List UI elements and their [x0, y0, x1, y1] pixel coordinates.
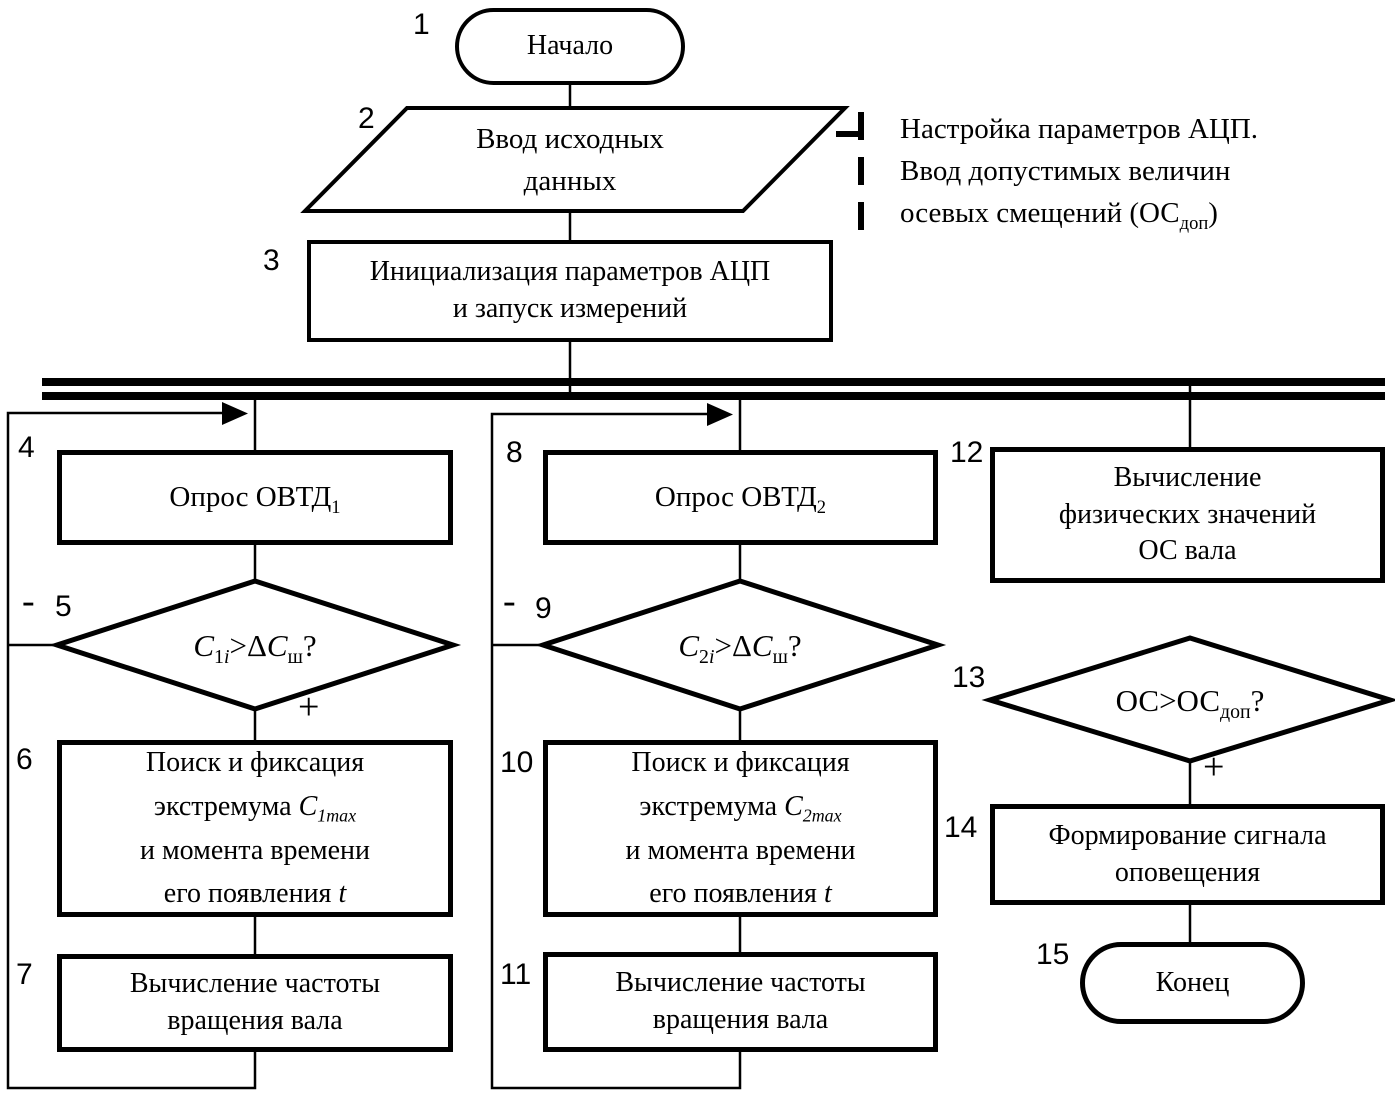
step-number-14: 14 [944, 811, 978, 844]
poll-ovtd2-label: Опрос $ОВТД_2$ [654, 481, 827, 519]
search2-line1: Поиск и фиксация [631, 747, 850, 779]
branch-plus-label-2: + [1203, 746, 1225, 788]
step-number-13: 13 [952, 661, 986, 694]
loop-arrowhead-middle-icon [707, 403, 733, 426]
process-box-init [307, 240, 833, 342]
start-label: Начало [526, 30, 614, 62]
branch-minus-label-1: - [22, 580, 35, 622]
fork-bar-bottom [42, 392, 1385, 400]
loop-arrowhead-left-icon [222, 402, 248, 425]
search2-line4: его появления t [649, 878, 832, 910]
freq2-line1: Вычисление частоты [615, 967, 866, 999]
decision-5-label: $C_{1i}>\Delta C_ш$? [193, 628, 317, 669]
step-number-12: 12 [950, 436, 984, 469]
annotation-line2: Ввод допустимых величин [900, 154, 1231, 187]
step-number-5: 5 [55, 590, 72, 623]
branch-plus-label-1: + [298, 686, 320, 728]
process-box-alert [990, 804, 1385, 905]
step-number-11: 11 [500, 958, 532, 991]
step-number-7: 7 [16, 958, 33, 991]
process-box-freq2 [543, 952, 938, 1052]
process-box-search1 [57, 740, 453, 917]
end-node [1080, 942, 1305, 1024]
step-number-15: 15 [1036, 938, 1070, 971]
process-box-poll-ovtd2 [543, 450, 938, 545]
init-line1: Инициализация параметров АЦП [369, 256, 771, 288]
step-number-4: 4 [18, 431, 35, 464]
annotation-line3: осевых смещений $(ОС_{доп})$ [900, 196, 1218, 234]
fork-bar-top [42, 378, 1385, 386]
calc-os-line3: ОС вала [1138, 535, 1237, 567]
alert-line1: Формирование сигнала [1048, 819, 1327, 851]
freq1-line2: вращения вала [167, 1005, 343, 1036]
search1-line1: Поиск и фиксация [145, 747, 365, 779]
step-number-2: 2 [358, 102, 375, 135]
calc-os-line1: Вычисление [1113, 461, 1262, 493]
process-box-search2 [543, 740, 938, 917]
freq1-line1: Вычисление частоты [129, 968, 381, 1000]
start-node [455, 8, 685, 85]
freq2-line2: вращения вала [652, 1004, 829, 1035]
process-box-poll-ovtd1 [57, 450, 453, 545]
init-line2: и запуск измерений [452, 293, 688, 324]
search2-line3: и момента времени [625, 834, 856, 866]
search1-line2: экстремума $C_{1max}$ [153, 790, 357, 826]
search2-line2: экстремума $C_{2max}$ [639, 790, 842, 826]
calc-os-line2: физических значений [1058, 498, 1317, 530]
annotation-line1: Настройка параметров АЦП. [900, 113, 1259, 145]
step-number-6: 6 [16, 743, 33, 776]
poll-ovtd1-label: Опрос $ОВТД_1$ [169, 481, 341, 519]
step-number-8: 8 [506, 436, 523, 469]
step-number-10: 10 [500, 746, 534, 779]
step-number-9: 9 [535, 592, 552, 625]
decision-13-label: $ОС>ОС_{доп}$? [1115, 683, 1265, 724]
decision-9-label: $C_{2i}>\Delta C_ш$? [678, 628, 802, 669]
end-label: Конец [1155, 966, 1230, 998]
search1-line4: его появления t [163, 878, 347, 910]
step-number-3: 3 [263, 244, 280, 277]
search1-line3: и момента времени [139, 834, 371, 866]
annotation-text [900, 109, 1380, 234]
input-data-line1: Ввод исходных [476, 123, 664, 155]
branch-minus-label-2: - [503, 580, 516, 622]
input-data-line2: данных [523, 165, 617, 198]
alert-line2: оповещения [1114, 856, 1261, 888]
process-box-freq1 [57, 954, 453, 1052]
process-box-calc-os [990, 447, 1385, 583]
step-number-1: 1 [413, 8, 430, 41]
input-data-label [400, 118, 740, 202]
